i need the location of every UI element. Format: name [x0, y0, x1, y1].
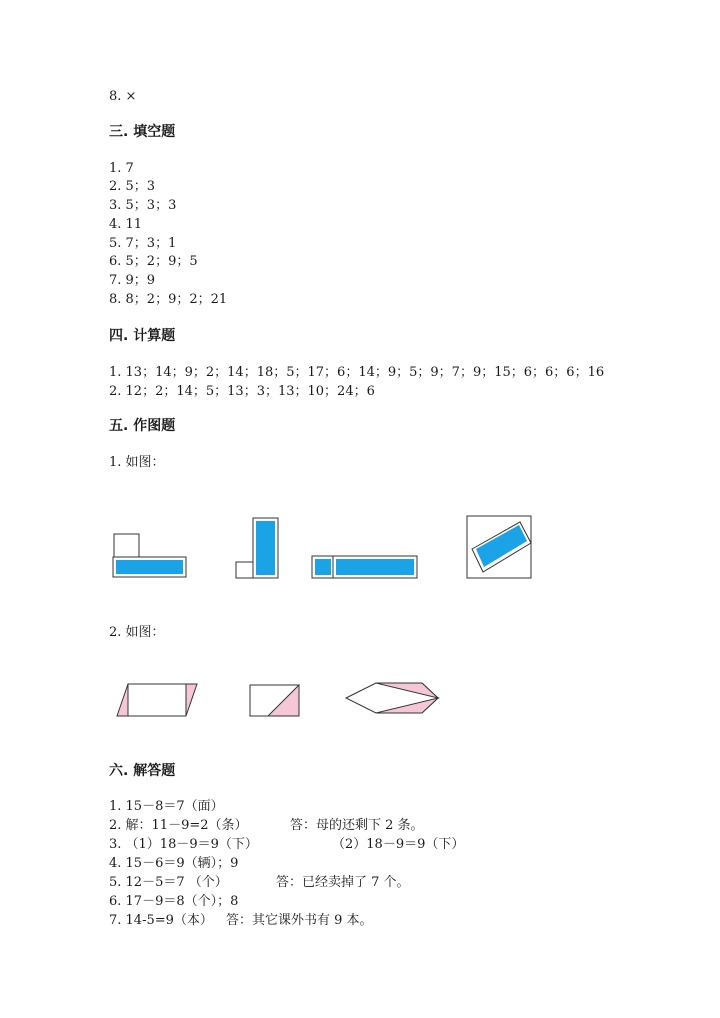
list-item: 1. 13；14；9；2；14；18；5；17；6；14；9；5；9；7；9；15；6；6；6；16	[109, 365, 605, 380]
figure-2b	[250, 685, 299, 716]
section-3-title: 三. 填空题	[109, 124, 176, 140]
list-item: 2. 12；2；14；5；13；3；13；10；24；6	[109, 384, 375, 399]
figure-2-label: 2. 如图：	[109, 625, 165, 640]
answer-8: 8. ×	[109, 89, 137, 104]
list-item: 5. 7；3；1	[109, 236, 177, 251]
list-item: 7. 9；9	[109, 273, 156, 288]
section-6-title: 六. 解答题	[109, 763, 176, 779]
list-item: 7. 14-5=9（本）	[109, 913, 213, 928]
figure-2c	[346, 683, 438, 713]
list-item: 1. 7	[109, 161, 134, 176]
figure-2a	[117, 684, 197, 716]
answer-text: 答：已经卖掉了 7 个。	[276, 875, 410, 890]
list-item: 5. 12－5＝7 （个）	[109, 875, 228, 890]
list-item: 2. 解：11－9=2（条）	[109, 818, 248, 833]
answer-text: （2）18－9＝9（下）	[332, 837, 465, 852]
figure-1-label: 1. 如图：	[109, 455, 165, 470]
list-item: 3. 5；3；3	[109, 198, 177, 213]
list-item: 1. 15－8＝7（面）	[109, 799, 224, 814]
list-item: 4. 11	[109, 217, 143, 232]
section-4-title: 四. 计算题	[109, 328, 176, 344]
list-item: 8. 8；2；9；2；21	[109, 292, 228, 307]
list-item: 6. 5；2；9；5	[109, 254, 198, 269]
list-item: 6. 17－9＝8（个）；8	[109, 894, 239, 909]
list-item: 2. 5；3	[109, 179, 156, 194]
answer-text: 答：母的还剩下 2 条。	[290, 818, 424, 833]
list-item: 3. （1）18－9＝9（下）	[109, 837, 258, 852]
section-5-title: 五. 作图题	[109, 418, 176, 434]
list-item: 4. 15－6＝9（辆）；9	[109, 856, 239, 871]
answer-text: 答：其它课外书有 9 本。	[226, 913, 373, 928]
